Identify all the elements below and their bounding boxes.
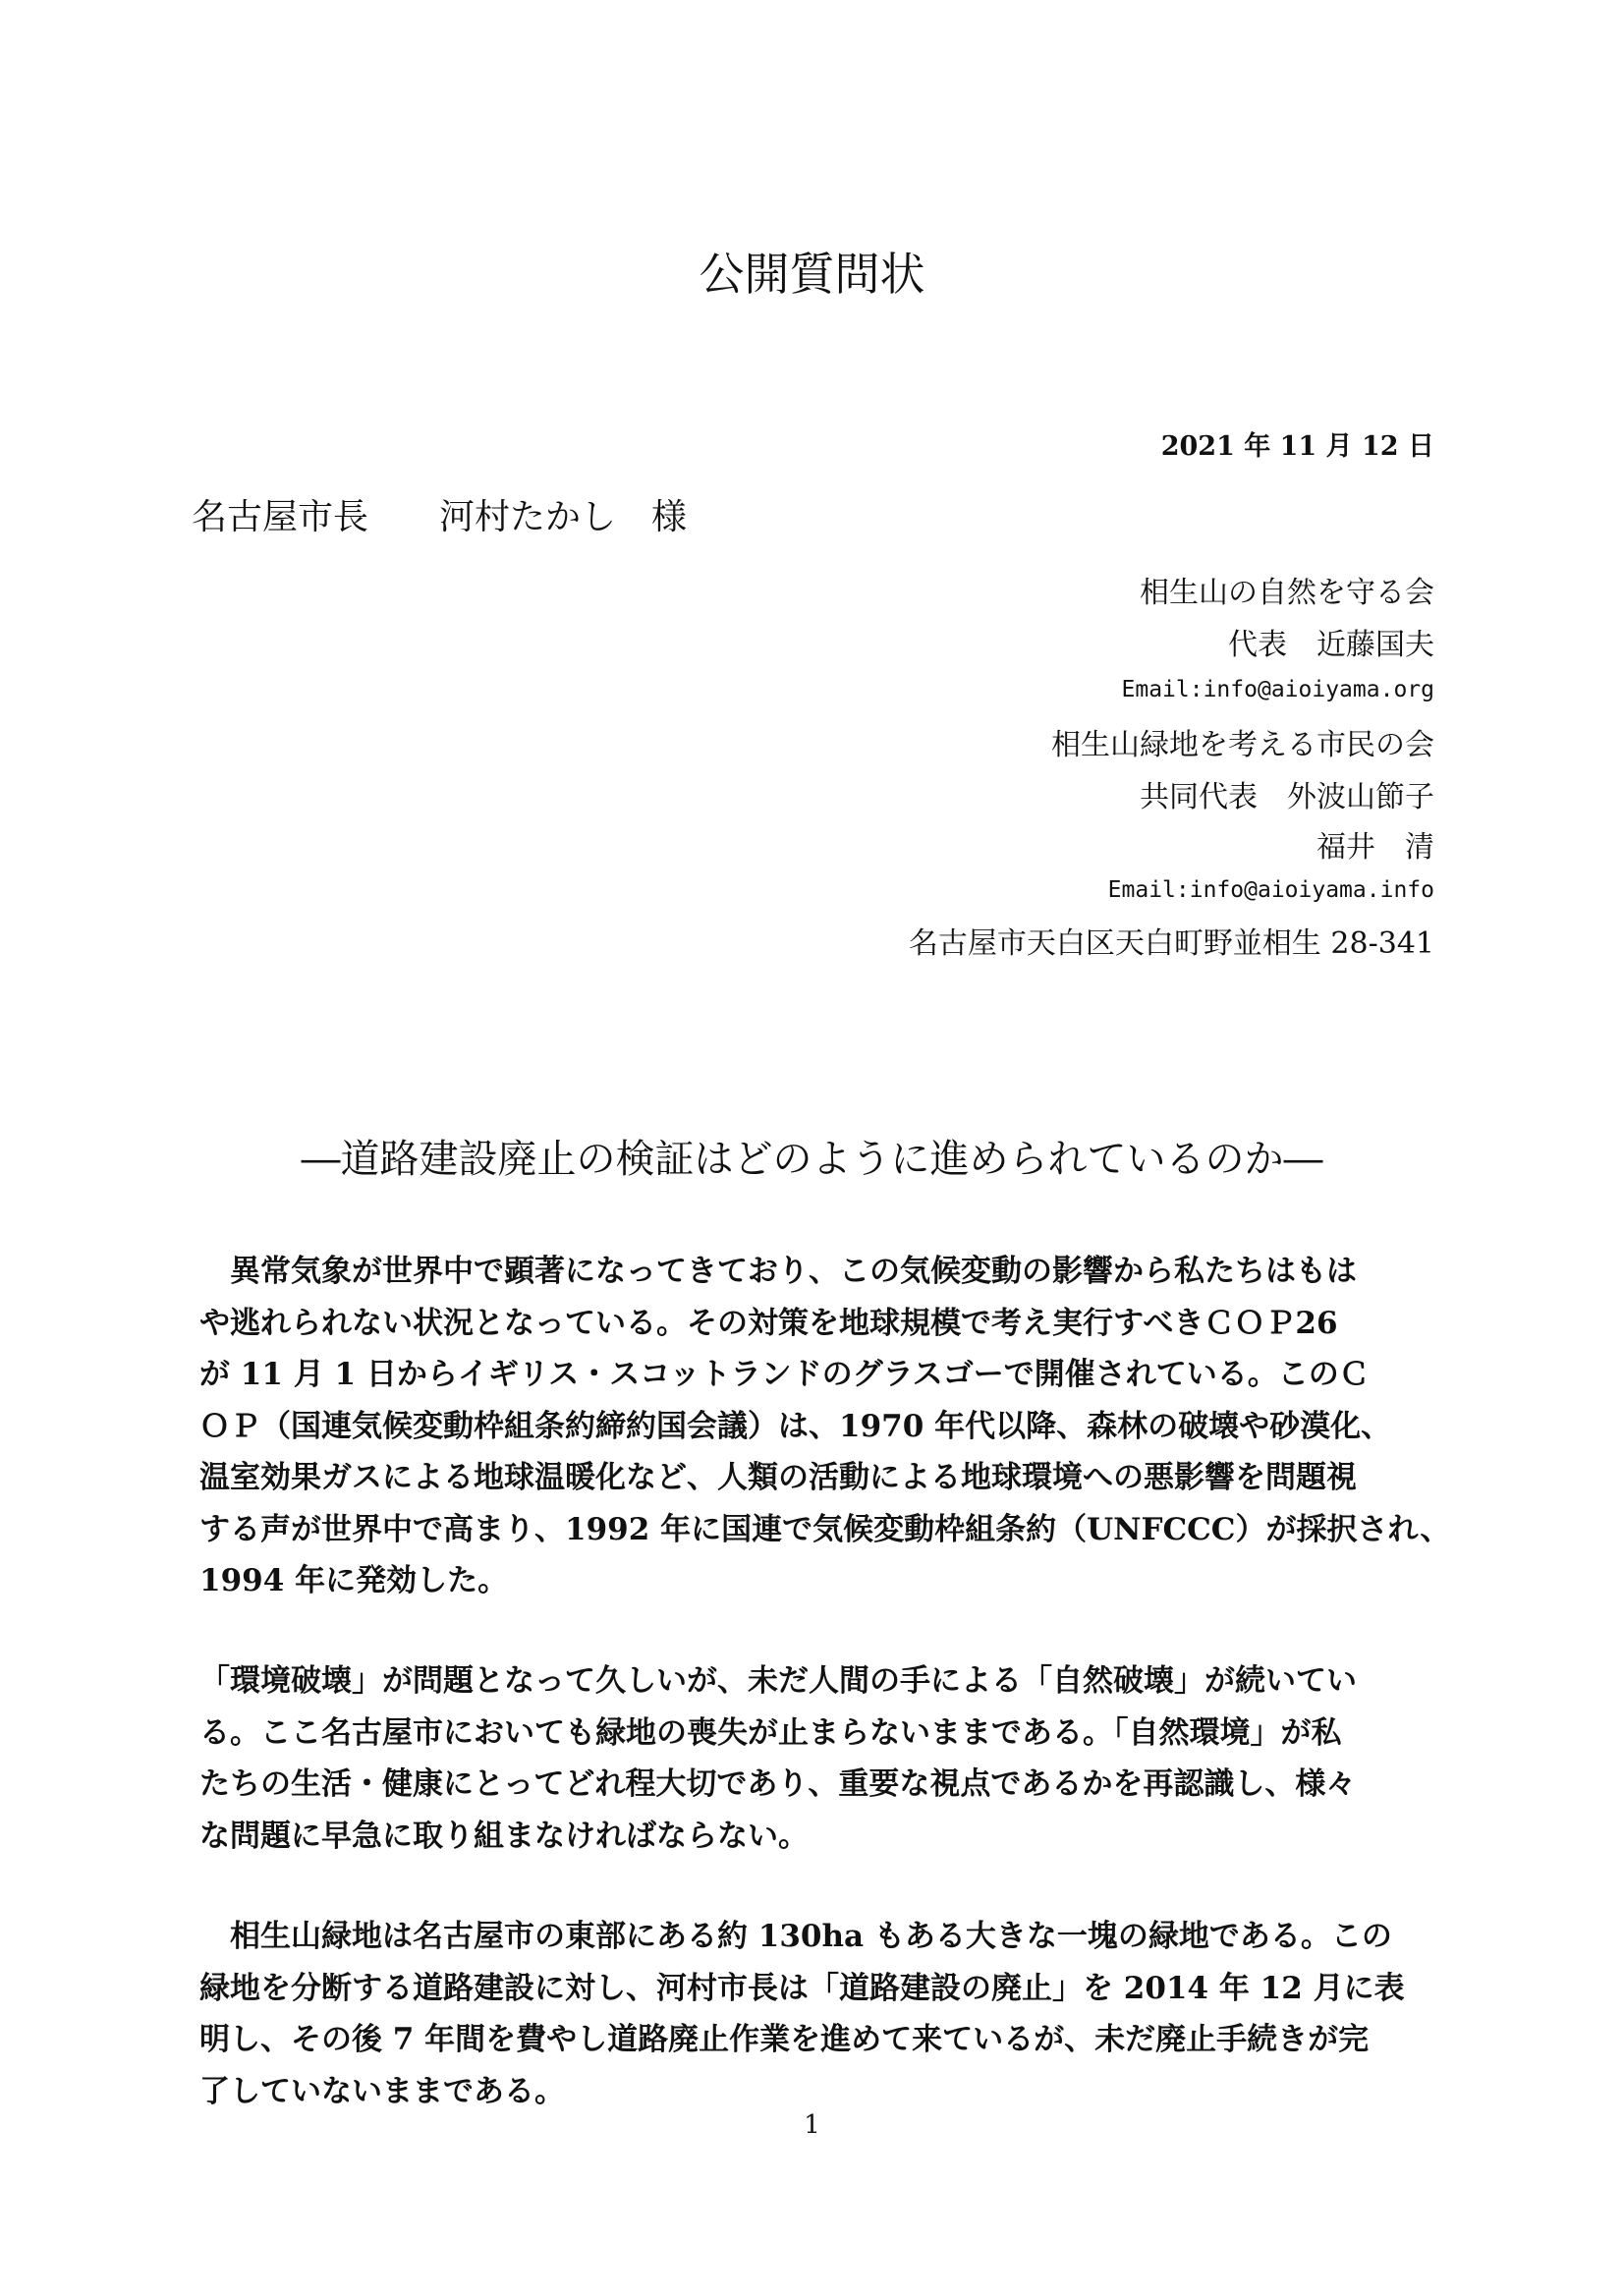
paragraph-1: [199, 1246, 1451, 1607]
paragraph-line: ＯＰ（国連気候変動枠組条約締約国会議）は、1970 年代以降、森林の破壊や砂漠化、: [199, 1408, 1392, 1444]
paragraph-3: [199, 1911, 1437, 2117]
document-date: 2021 年 11 月 12 日: [1160, 431, 1434, 462]
document-title: 公開質問状: [699, 248, 925, 301]
paragraph-line: 異常気象が世界中で顕著になってきており、この気候変動の影響から私たちはもは: [199, 1254, 1357, 1289]
sender-rep-1: 代表 近藤国夫: [1228, 628, 1434, 662]
page-number: 1: [804, 2110, 820, 2140]
paragraph-line: たちの生活・健康にとってどれ程大切であり、重要な視点であるかを再認識し、様々: [199, 1766, 1357, 1802]
paragraph-line: 1994 年に発効した。: [199, 1563, 509, 1598]
sender-org-2: 相生山緑地を考える市民の会: [1051, 728, 1434, 762]
paragraph-line: 緑地を分断する道路建設に対し、河村市長は「道路建設の廃止」を 2014 年 12 月に表: [199, 1970, 1405, 2006]
paragraph-line: る。ここ名古屋市においても緑地の喪失が止まらないままである。「自然環境」が私: [199, 1714, 1342, 1751]
sender-email-1: Email:info@aioiyama.org: [1121, 677, 1434, 702]
sender-address: 名古屋市天白区天白町野並相生 28-341: [908, 926, 1434, 961]
sender-org-1: 相生山の自然を守る会: [1140, 576, 1434, 610]
paragraph-line: 明し、その後 7 年間を費やし道路廃止作業を進めて来ているが、未だ廃止手続きが完: [199, 2022, 1370, 2057]
paragraph-line: な問題に早急に取り組まなければならない。: [199, 1818, 809, 1854]
paragraph-line: が 11 月 1 日からイギリス・スコットランドのグラスゴーで開催されている。このＣ: [199, 1357, 1370, 1392]
paragraph-line: 相生山緑地は名古屋市の東部にある約 130ha もある大きな一塊の緑地である。この: [199, 1919, 1392, 1954]
sender-rep-3: 福井 清: [1316, 830, 1464, 865]
paragraph-line: や逃れられない状況となっている。その対策を地球規模で考え実行すべきＣＯＰ26: [199, 1305, 1338, 1341]
paragraph-line: 了していないままである。: [199, 2073, 565, 2109]
paragraph-line: 「環境破壊」が問題となって久しいが、未だ人間の手による「自然破壊」が続いてい: [199, 1663, 1357, 1699]
document-subtitle: ―道路建設廃止の検証はどのように進められているのか―: [301, 1137, 1323, 1182]
paragraph-line: する声が世界中で高まり、1992 年に国連で気候変動枠組条約（UNFCCC）が採択され、: [199, 1511, 1451, 1547]
paragraph-2: [199, 1655, 1437, 1862]
paragraph-line: 温室効果ガスによる地球温暖化など、人類の活動による地球環境への悪影響を問題視: [199, 1460, 1357, 1495]
sender-rep-2: 共同代表 外波山節子: [1140, 780, 1434, 814]
sender-email-2: Email:info@aioiyama.info: [1107, 877, 1434, 903]
recipient: 名古屋市長 河村たかし 様: [192, 497, 688, 537]
